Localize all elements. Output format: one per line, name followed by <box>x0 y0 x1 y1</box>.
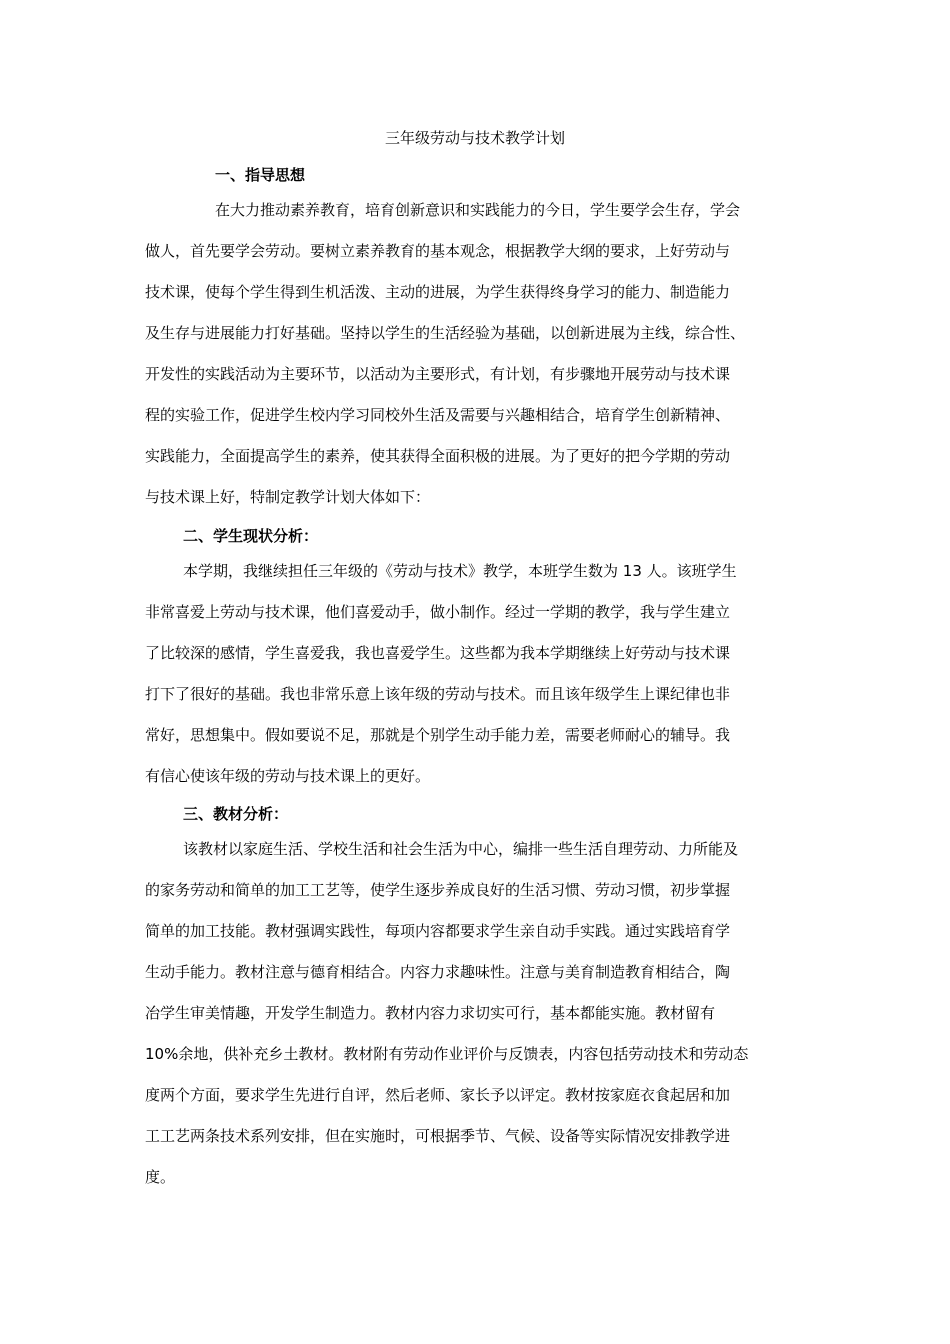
paragraph-line: 非常喜爱上劳动与技术课，他们喜爱动手，做小制作。经过一学期的教学，我与学生建立 <box>145 603 731 621</box>
paragraph-line: 常好，思想集中。假如要说不足，那就是个别学生动手能力差，需要老师耐心的辅导。我 <box>145 726 731 744</box>
paragraph-line: 简单的加工技能。教材强调实践性，每项内容都要求学生亲自动手实践。通过实践培育学 <box>145 922 731 940</box>
paragraph-line: 做人，首先要学会劳动。要树立素养教育的基本观念，根据教学大纲的要求，上好劳动与 <box>145 242 731 260</box>
paragraph-line: 开发性的实践活动为主要环节，以活动为主要形式，有计划，有步骤地开展劳动与技术课 <box>145 365 731 383</box>
paragraph-line: 度两个方面，要求学生先进行自评，然后老师、家长予以评定。教材按家庭衣食起居和加 <box>145 1086 731 1104</box>
paragraph-line: 本学期，我继续担任三年级的《劳动与技术》教学，本班学生数为 13 人。该班学生 <box>183 562 737 580</box>
document-title: 三年级劳动与技术教学计划 <box>384 129 565 147</box>
section-heading-guiding-thought: 一、指导思想 <box>215 166 306 184</box>
paragraph-line: 及生存与进展能力打好基础。坚持以学生的生活经验为基础，以创新进展为主线，综合性、 <box>145 324 746 342</box>
paragraph-line: 在大力推动素养教育，培育创新意识和实践能力的今日，学生要学会生存，学会 <box>215 201 741 219</box>
paragraph-line: 的家务劳动和简单的加工工艺等，使学生逐步养成良好的生活习惯、劳动习惯，初步掌握 <box>145 881 731 899</box>
section-heading-student-analysis: 二、学生现状分析： <box>183 527 319 545</box>
paragraph-line: 有信心使该年级的劳动与技术课上的更好。 <box>145 767 431 785</box>
paragraph-line: 程的实验工作，促进学生校内学习同校外生活及需要与兴趣相结合，培育学生创新精神、 <box>145 406 731 424</box>
paragraph-line: 技术课，使每个学生得到生机活泼、主动的进展，为学生获得终身学习的能力、制造能力 <box>145 283 731 301</box>
section-body-textbook-analysis <box>145 829 825 1198</box>
paragraph-line: 该教材以家庭生活、学校生活和社会生活为中心，编排一些生活自理劳动、力所能及 <box>183 840 739 858</box>
paragraph-line: 实践能力，全面提高学生的素养，使其获得全面积极的进展。为了更好的把今学期的劳动 <box>145 447 731 465</box>
paragraph-line: 生动手能力。教材注意与德育相结合。内容力求趣味性。注意与美育制造教育相结合，陶 <box>145 963 731 981</box>
section-body-guiding-thought <box>145 190 825 518</box>
paragraph-line: 工工艺两条技术系列安排，但在实施时，可根据季节、气候、设备等实际情况安排教学进 <box>145 1127 731 1145</box>
paragraph-line: 冶学生审美情趣，开发学生制造力。教材内容力求切实可行，基本都能实施。教材留有 <box>145 1004 716 1022</box>
paragraph-line: 度。 <box>145 1168 176 1186</box>
section-body-student-analysis <box>145 551 825 797</box>
paragraph-line: 了比较深的感情，学生喜爱我，我也喜爱学生。这些都为我本学期继续上好劳动与技术课 <box>145 644 731 662</box>
paragraph-line: 10%余地，供补充乡土教材。教材附有劳动作业评价与反馈表，内容包括劳动技术和劳动态 <box>145 1045 749 1063</box>
paragraph-line: 打下了很好的基础。我也非常乐意上该年级的劳动与技术。而且该年级学生上课纪律也非 <box>145 685 731 703</box>
paragraph-line: 与技术课上好，特制定教学计划大体如下： <box>145 488 431 506</box>
section-heading-textbook-analysis: 三、教材分析： <box>183 805 289 823</box>
